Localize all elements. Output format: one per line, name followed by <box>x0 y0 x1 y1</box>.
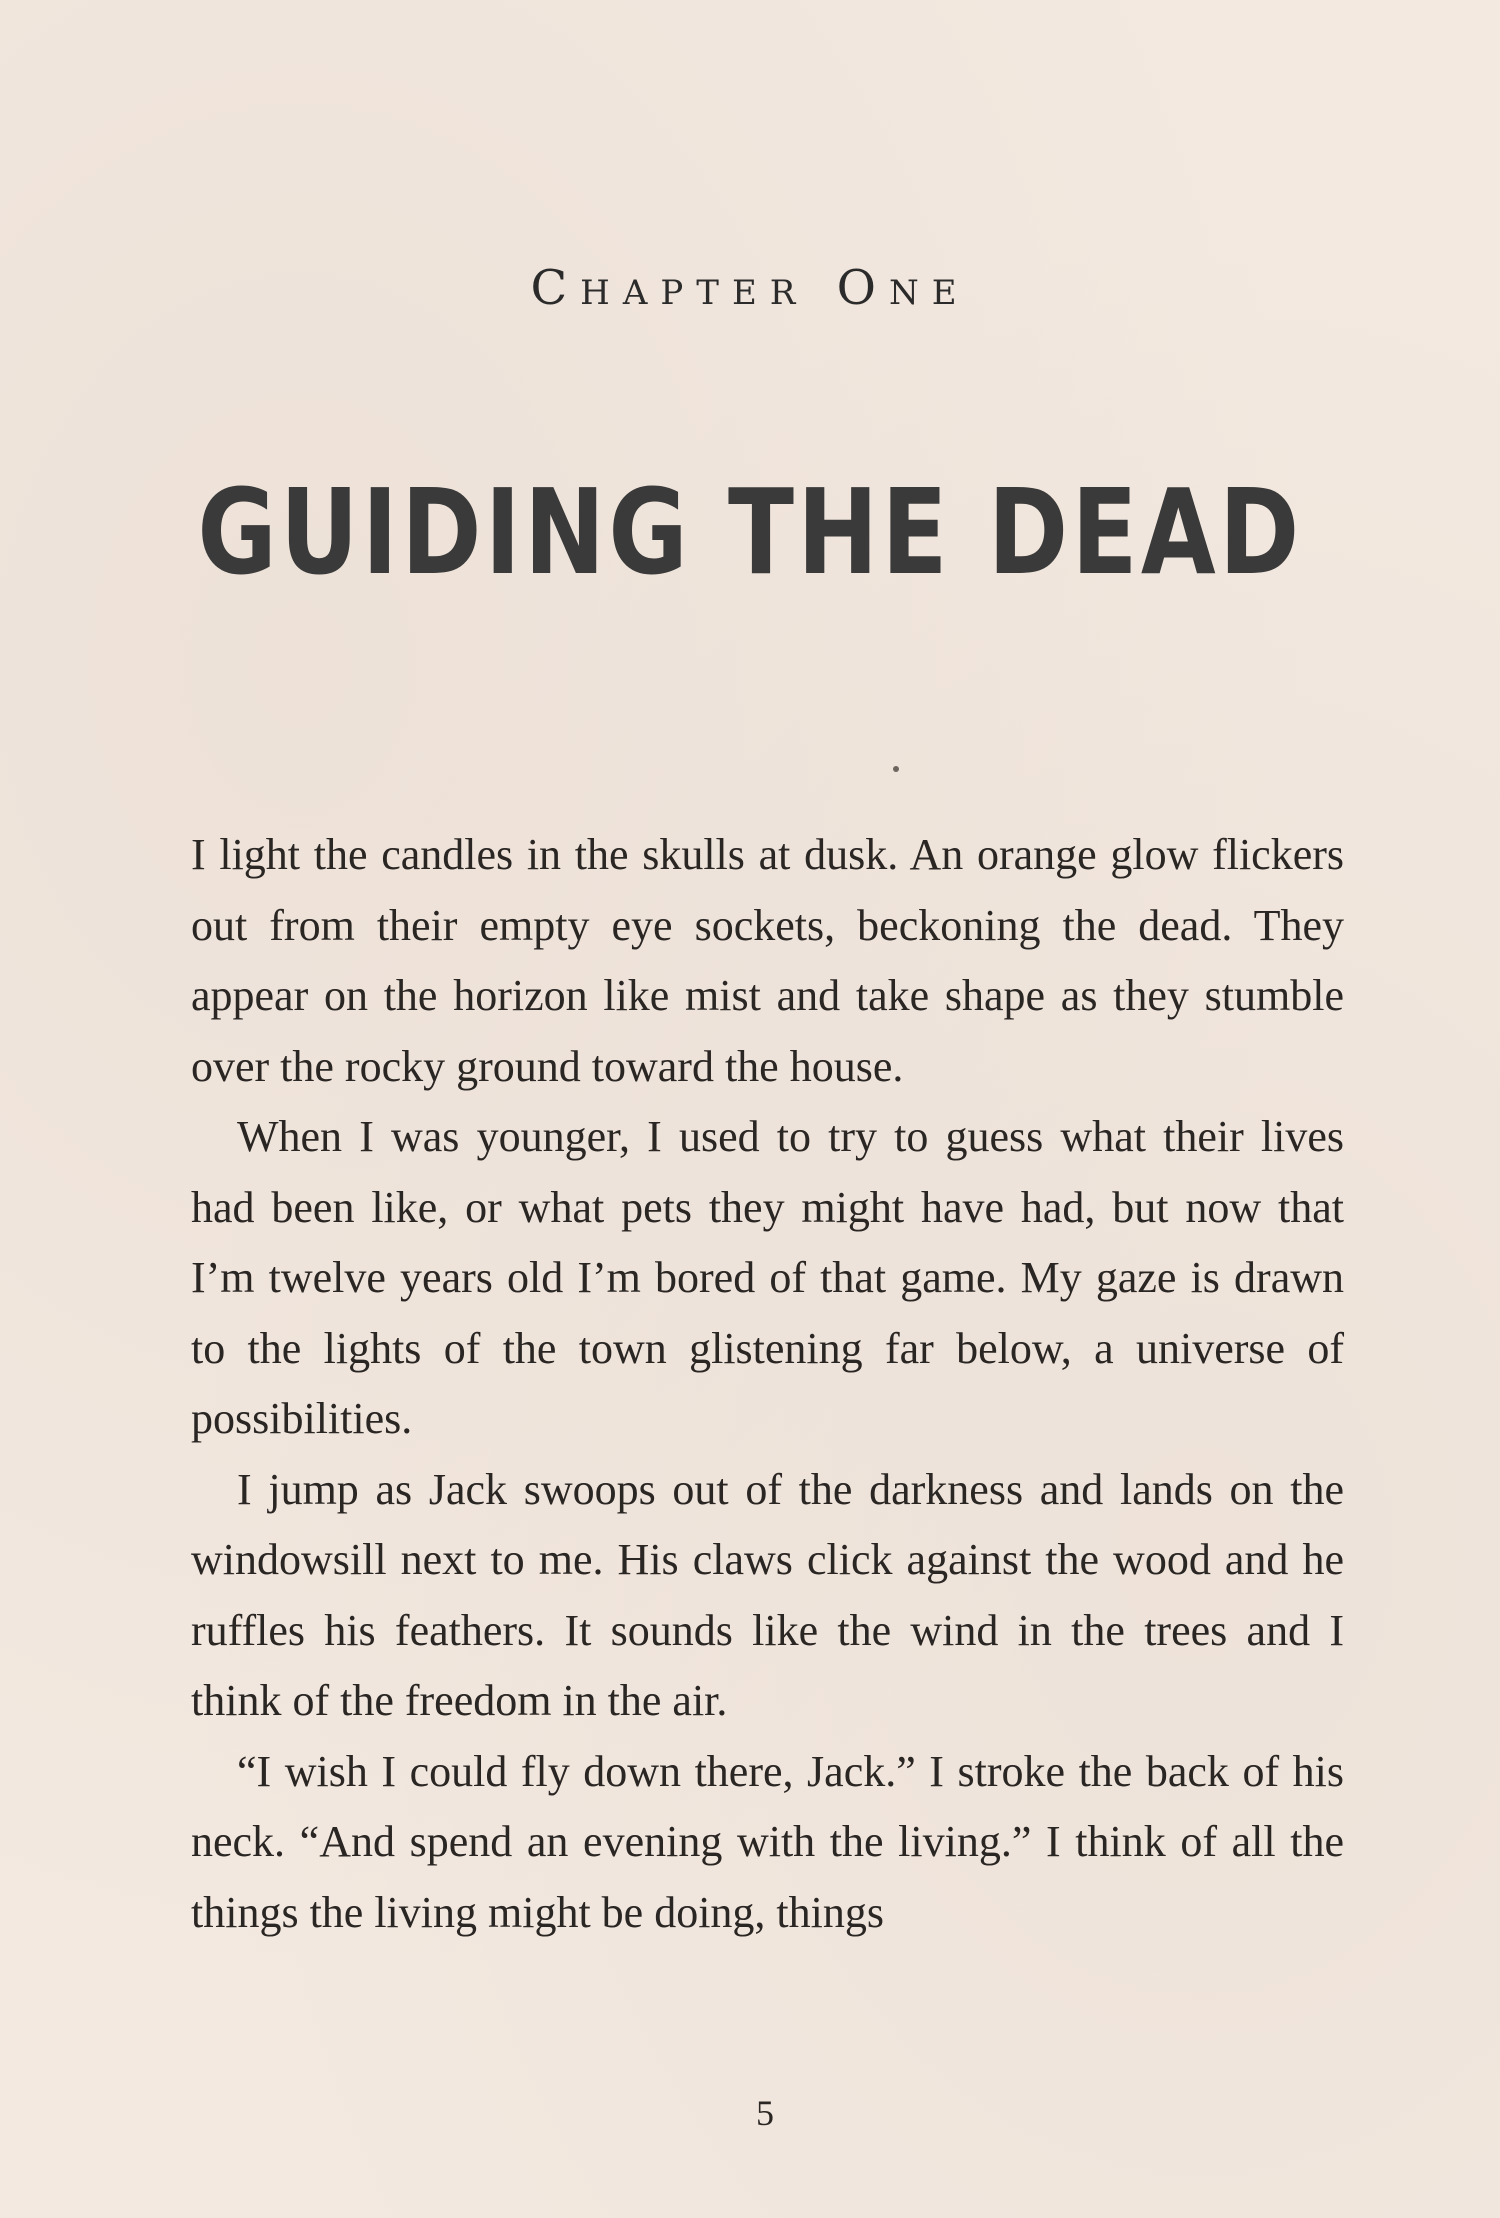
chapter-body <box>191 820 1344 1948</box>
paragraph: I jump as Jack swoops out of the darkness and lands on the windowsill next to me. His claws click against the wood and he ruffles his feathers. It sounds like the wind in the trees and I think of the freedom in the air. <box>191 1464 1344 1725</box>
chapter-title: GUIDING THE DEAD <box>197 463 1303 601</box>
chapter-label: Chapter One <box>530 260 970 316</box>
paragraph: When I was younger, I used to try to guess what their lives had been like, or what pets they might have had, but now that I’m twelve years old I’m bored of that game. My gaze is drawn to the lights of the town glistening far below, a universe of possibilities. <box>191 1112 1344 1443</box>
ornament-dot <box>893 766 899 772</box>
paragraph: “I wish I could fly down there, Jack.” I stroke the back of his neck. “And spend an evening with the living.” I think of all the things the living might be doing, things <box>191 1746 1344 1937</box>
page-number: 5 <box>756 2093 774 2133</box>
paragraph: I light the candles in the skulls at dusk. An orange glow flickers out from their empty eye sockets, beckoning the dead. They appear on the horizon like mist and take shape as they stumble over the rocky ground toward the house. <box>191 830 1344 1091</box>
